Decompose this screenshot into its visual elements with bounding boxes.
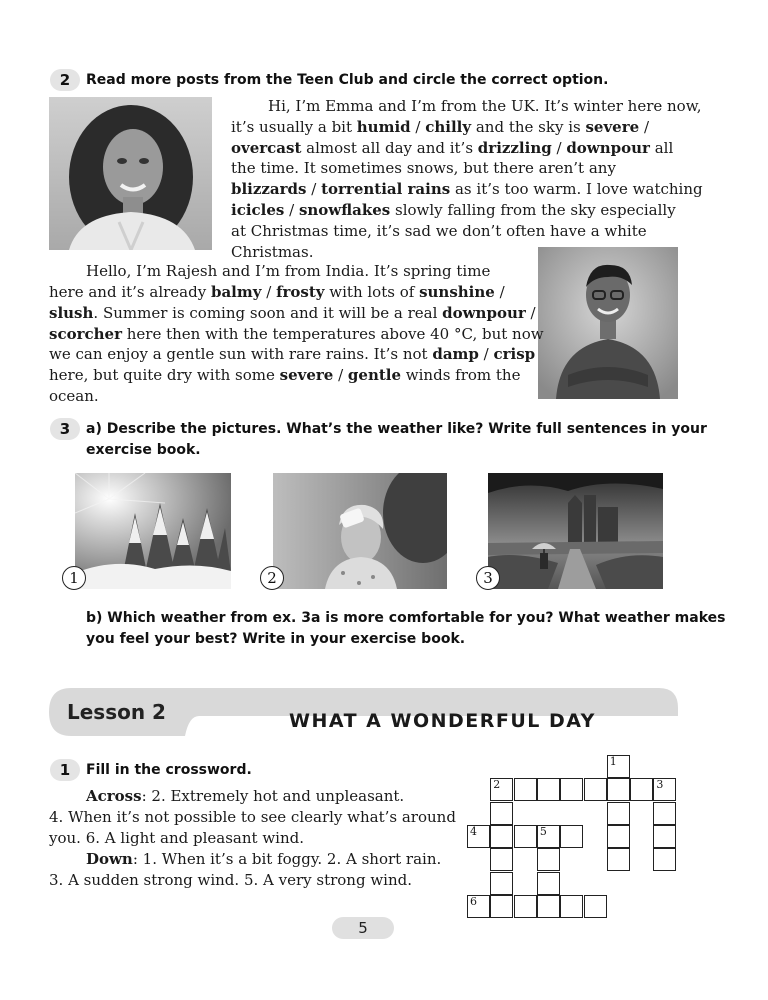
across-clue-line-1: : 2. Extremely hot and unpleasant. bbox=[141, 787, 405, 805]
across-label: Across bbox=[86, 787, 142, 805]
crossword-clue-number: 3 bbox=[656, 778, 664, 792]
option-word[interactable]: downpour bbox=[566, 139, 650, 157]
crossword-cell[interactable] bbox=[490, 802, 513, 825]
option-word[interactable]: blizzards bbox=[231, 180, 307, 198]
crossword-cell[interactable] bbox=[607, 825, 630, 848]
crossword-cell[interactable] bbox=[537, 895, 560, 918]
exercise-3a-instruction-line2: exercise book. bbox=[86, 442, 201, 458]
crossword-cell[interactable] bbox=[537, 848, 560, 871]
weather-picture-1 bbox=[75, 473, 231, 589]
emma-post-line: it’s usually a bit humid / chilly and the sky is severe / bbox=[231, 118, 649, 136]
option-word[interactable]: severe bbox=[585, 118, 640, 136]
crossword-cell[interactable] bbox=[560, 825, 583, 848]
crossword-clue-number: 6 bbox=[470, 894, 477, 908]
option-word[interactable]: humid bbox=[356, 118, 411, 136]
crossword-cell[interactable] bbox=[607, 755, 630, 778]
option-word[interactable]: frosty bbox=[276, 283, 325, 301]
lesson-label: Lesson 2 bbox=[67, 700, 166, 724]
crossword-cell[interactable] bbox=[653, 848, 676, 871]
crossword-clue-number: 1 bbox=[609, 755, 617, 768]
crossword-cell[interactable] bbox=[584, 895, 607, 918]
crossword-cell[interactable] bbox=[630, 778, 653, 801]
lesson-banner bbox=[49, 688, 678, 736]
exercise-2-instruction: Read more posts from the Teen Club and circle the correct option. bbox=[86, 72, 609, 88]
picture-3-number: 3 bbox=[476, 566, 500, 590]
down-label: Down bbox=[86, 850, 133, 868]
emma-post-line: icicles / snowflakes slowly falling from the sky especially bbox=[231, 201, 676, 219]
down-clue-line-2: 3. A sudden strong wind. 5. A very strong wind. bbox=[49, 871, 413, 889]
option-word[interactable]: snowflakes bbox=[298, 201, 391, 219]
crossword-cell[interactable] bbox=[537, 778, 560, 801]
emma-post-line: at Christmas time, it’s sad we don’t often have a white bbox=[231, 222, 647, 240]
rajesh-post-line: here, but quite dry with some severe / gentle winds from the bbox=[49, 366, 521, 384]
exercise-1-number: 1 bbox=[50, 759, 80, 781]
rajesh-post-line: ocean. bbox=[49, 387, 99, 405]
crossword-cell[interactable] bbox=[490, 895, 513, 918]
lesson-title: WHAT A WONDERFUL DAY bbox=[289, 710, 596, 732]
crossword-clue-number: 4 bbox=[470, 824, 477, 838]
crossword-cell[interactable] bbox=[537, 825, 560, 848]
rajesh-post-line: scorcher here then with the temperatures above 40 °C, but now bbox=[49, 325, 544, 343]
crossword-cell[interactable] bbox=[514, 825, 537, 848]
crossword-cell[interactable] bbox=[490, 778, 513, 801]
option-word[interactable]: damp bbox=[432, 345, 479, 363]
option-word[interactable]: downpour bbox=[442, 304, 526, 322]
picture-2-number: 2 bbox=[260, 566, 284, 590]
crossword-cell[interactable] bbox=[560, 778, 583, 801]
emma-post-line: blizzards / torrential rains as it’s too warm. I love watching bbox=[231, 180, 703, 198]
across-clue-line-3: you. 6. A light and pleasant wind. bbox=[49, 829, 304, 847]
exercise-1-instruction: Fill in the crossword. bbox=[86, 762, 252, 778]
crossword-cell[interactable] bbox=[514, 778, 537, 801]
exercise-2-number: 2 bbox=[50, 69, 80, 91]
option-word[interactable]: chilly bbox=[425, 118, 472, 136]
option-word[interactable]: scorcher bbox=[49, 325, 122, 343]
emma-photo bbox=[49, 97, 212, 250]
crossword-cell[interactable] bbox=[490, 848, 513, 871]
option-word[interactable]: balmy bbox=[210, 283, 262, 301]
crossword-cell[interactable] bbox=[514, 895, 537, 918]
option-word[interactable]: torrential rains bbox=[321, 180, 451, 198]
crossword-cell[interactable] bbox=[653, 825, 676, 848]
option-word[interactable]: icicles bbox=[231, 201, 285, 219]
weather-picture-3 bbox=[488, 473, 663, 589]
option-word[interactable]: slush bbox=[49, 304, 94, 322]
rajesh-post-line: slush. Summer is coming soon and it will be a real downpour / bbox=[49, 304, 536, 322]
crossword-cell[interactable] bbox=[607, 848, 630, 871]
exercise-3b-instruction-line1: b) Which weather from ex. 3a is more comfortable for you? What weather makes bbox=[86, 610, 726, 626]
rajesh-post-line: Hello, I’m Rajesh and I’m from India. It’s spring time bbox=[86, 262, 491, 280]
crossword-cell[interactable] bbox=[653, 778, 676, 801]
crossword-cell[interactable] bbox=[467, 895, 490, 918]
option-word[interactable]: crisp bbox=[493, 345, 536, 363]
option-word[interactable]: gentle bbox=[347, 366, 402, 384]
page-number: 5 bbox=[358, 919, 368, 937]
option-word[interactable]: drizzling bbox=[477, 139, 552, 157]
crossword-cell[interactable] bbox=[584, 778, 607, 801]
page-number-pill bbox=[332, 917, 394, 939]
option-word[interactable]: overcast bbox=[231, 139, 302, 157]
crossword-cell[interactable] bbox=[607, 778, 630, 801]
exercise-3-number: 3 bbox=[50, 418, 80, 440]
picture-1-number: 1 bbox=[62, 566, 86, 590]
crossword-clue-number: 2 bbox=[493, 778, 501, 792]
crossword-cell[interactable] bbox=[490, 872, 513, 895]
crossword-cell[interactable] bbox=[560, 895, 583, 918]
emma-post-line: Christmas. bbox=[231, 243, 314, 261]
emma-post-line: overcast almost all day and it’s drizzling / downpour all bbox=[231, 139, 674, 157]
crossword-cell[interactable] bbox=[490, 825, 513, 848]
emma-post-line: Hi, I’m Emma and I’m from the UK. It’s winter here now, bbox=[268, 97, 702, 115]
crossword-cell[interactable] bbox=[467, 825, 490, 848]
crossword-clue-number: 5 bbox=[539, 824, 547, 838]
down-clue-line-1: : 1. When it’s a bit foggy. 2. A short rain. bbox=[132, 850, 442, 868]
option-word[interactable]: sunshine bbox=[419, 283, 495, 301]
option-word[interactable]: severe bbox=[279, 366, 334, 384]
crossword-cell[interactable] bbox=[537, 872, 560, 895]
across-clue-line-2: 4. When it’s not possible to see clearly what’s around bbox=[49, 808, 456, 826]
rajesh-post-line: we can enjoy a gentle sun with rare rains. It’s not damp / crisp bbox=[49, 345, 536, 363]
exercise-3a-instruction-line1: a) Describe the pictures. What’s the weather like? Write full sentences in your bbox=[86, 421, 707, 437]
exercise-3b-instruction-line2: you feel your best? Write in your exercise book. bbox=[86, 631, 466, 647]
emma-post-line: the time. It sometimes snows, but there aren’t any bbox=[231, 159, 616, 177]
weather-picture-2 bbox=[273, 473, 447, 589]
crossword-cell[interactable] bbox=[607, 802, 630, 825]
rajesh-post-line: here and it’s already balmy / frosty with lots of sunshine / bbox=[49, 283, 505, 301]
crossword-cell[interactable] bbox=[653, 802, 676, 825]
rajesh-photo bbox=[538, 247, 678, 399]
